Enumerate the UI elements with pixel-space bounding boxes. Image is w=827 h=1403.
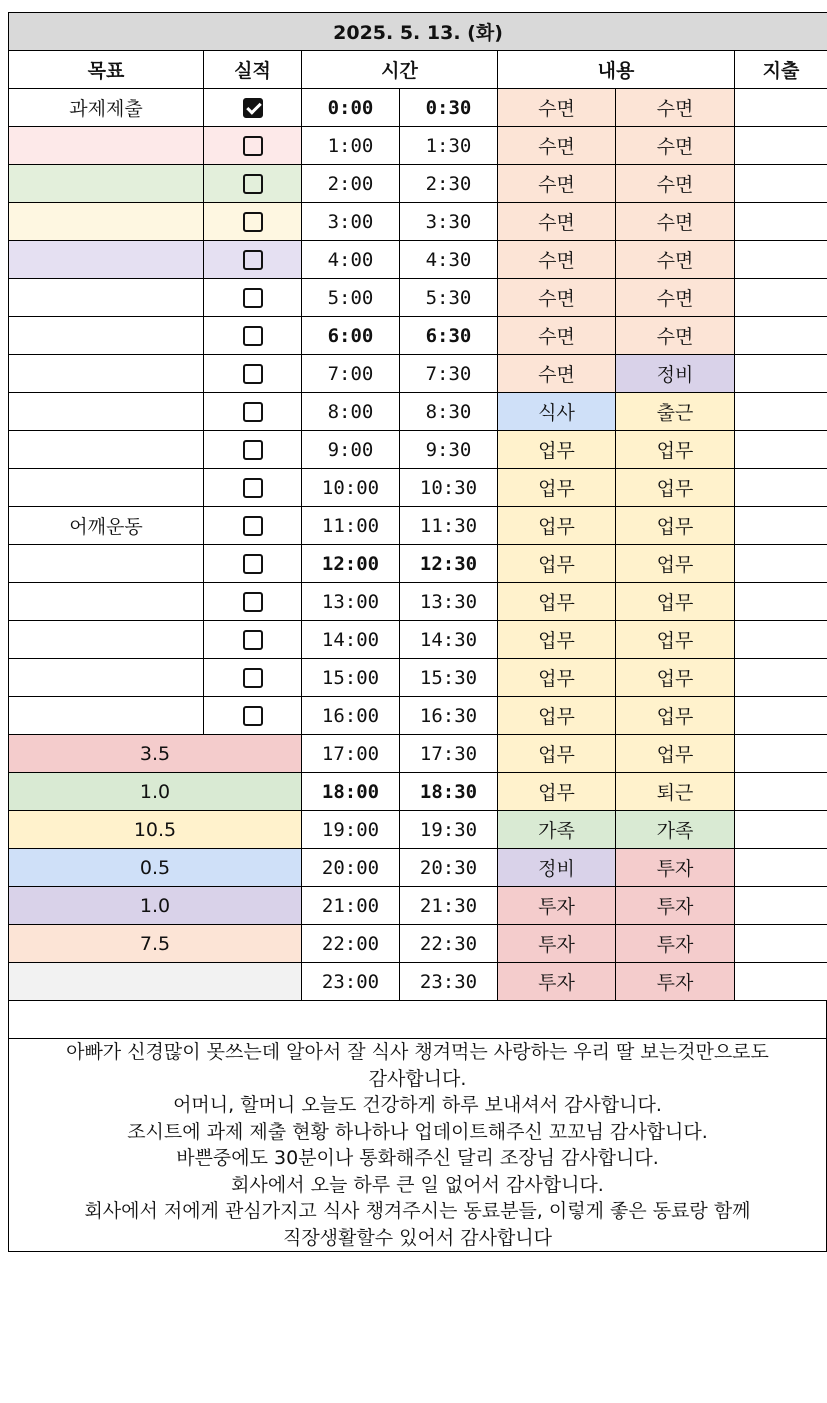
result-header: 실적	[204, 51, 302, 89]
expense-cell[interactable]	[735, 583, 827, 621]
checkbox[interactable]	[243, 326, 263, 346]
time-row	[9, 545, 827, 583]
gratitude-line: 아빠가 신경많이 못쓰는데 알아서 잘 식사 챙겨먹는 사랑하는 우리 딸 보는것만으로도	[66, 1041, 769, 1063]
category-total-cell: 3.5	[9, 735, 302, 773]
goal-cell[interactable]	[9, 279, 204, 317]
expense-cell[interactable]	[735, 469, 827, 507]
expense-cell[interactable]	[735, 963, 827, 1001]
result-cell	[204, 165, 302, 203]
summary-row	[9, 887, 827, 925]
result-cell	[204, 507, 302, 545]
goal-cell[interactable]	[9, 697, 204, 735]
activity-cell[interactable]: 투자	[498, 963, 616, 1001]
activity-cell[interactable]: 업무	[498, 545, 616, 583]
time-cell: 9:30	[400, 431, 498, 469]
result-cell	[204, 431, 302, 469]
time-cell: 7:00	[302, 355, 400, 393]
gratitude-line: 감사합니다.	[368, 1067, 467, 1090]
time-row	[9, 317, 827, 355]
activity-cell[interactable]: 업무	[498, 583, 616, 621]
expense-cell[interactable]	[735, 241, 827, 279]
time-cell: 0:00	[302, 89, 400, 127]
expense-cell[interactable]	[735, 393, 827, 431]
goal-cell[interactable]	[9, 165, 204, 203]
goal-cell[interactable]	[9, 545, 204, 583]
time-cell: 14:30	[400, 621, 498, 659]
activity-cell[interactable]: 수면	[498, 355, 616, 393]
time-cell: 3:30	[400, 203, 498, 241]
expense-cell[interactable]	[735, 659, 827, 697]
goal-cell[interactable]	[9, 317, 204, 355]
time-cell: 6:00	[302, 317, 400, 355]
time-cell: 20:30	[400, 849, 498, 887]
time-cell: 14:00	[302, 621, 400, 659]
activity-cell[interactable]: 수면	[616, 317, 735, 355]
activity-cell[interactable]: 업무	[616, 735, 735, 773]
activity-cell[interactable]: 업무	[616, 469, 735, 507]
category-total-cell: 1.0	[9, 773, 302, 811]
time-row	[9, 165, 827, 203]
time-cell: 23:00	[302, 963, 400, 1001]
time-cell: 4:30	[400, 241, 498, 279]
expense-cell[interactable]	[735, 621, 827, 659]
time-cell: 15:30	[400, 659, 498, 697]
activity-cell[interactable]: 투자	[616, 887, 735, 925]
activity-cell[interactable]: 업무	[616, 621, 735, 659]
category-total-cell: 10.5	[9, 811, 302, 849]
time-cell: 4:00	[302, 241, 400, 279]
expense-cell[interactable]	[735, 735, 827, 773]
expense-cell[interactable]	[735, 317, 827, 355]
activity-cell[interactable]: 업무	[498, 697, 616, 735]
gratitude-notes	[9, 1039, 827, 1252]
time-cell: 13:30	[400, 583, 498, 621]
time-cell: 15:00	[302, 659, 400, 697]
activity-cell[interactable]: 수면	[616, 165, 735, 203]
goal-header: 목표	[9, 51, 204, 89]
activity-cell[interactable]: 정비	[616, 355, 735, 393]
summary-row	[9, 773, 827, 811]
time-cell: 11:30	[400, 507, 498, 545]
category-total-cell: 7.5	[9, 925, 302, 963]
time-cell: 12:00	[302, 545, 400, 583]
expense-cell[interactable]	[735, 89, 827, 127]
daily-planner-sheet	[8, 12, 827, 1252]
result-cell	[204, 355, 302, 393]
result-cell	[204, 697, 302, 735]
expense-cell[interactable]	[735, 165, 827, 203]
time-cell: 16:00	[302, 697, 400, 735]
activity-cell[interactable]: 업무	[616, 583, 735, 621]
expense-cell[interactable]	[735, 545, 827, 583]
result-cell	[204, 469, 302, 507]
expense-cell[interactable]	[735, 203, 827, 241]
time-cell: 20:00	[302, 849, 400, 887]
time-row	[9, 431, 827, 469]
result-cell	[204, 241, 302, 279]
gratitude-line: 조시트에 과제 제출 현황 하나하나 업데이트해주신 꼬꼬님 감사합니다.	[127, 1120, 708, 1143]
goal-cell[interactable]	[9, 583, 204, 621]
time-header: 시간	[302, 51, 498, 89]
expense-cell[interactable]	[735, 355, 827, 393]
activity-cell[interactable]: 업무	[616, 697, 735, 735]
activity-cell[interactable]: 정비	[498, 849, 616, 887]
expense-cell[interactable]	[735, 849, 827, 887]
time-cell: 8:00	[302, 393, 400, 431]
category-total-cell: 0.5	[9, 849, 302, 887]
activity-cell[interactable]: 수면	[498, 89, 616, 127]
activity-cell[interactable]: 수면	[498, 127, 616, 165]
expense-cell[interactable]	[735, 507, 827, 545]
time-cell: 1:30	[400, 127, 498, 165]
activity-cell[interactable]: 수면	[616, 127, 735, 165]
time-cell: 9:00	[302, 431, 400, 469]
activity-cell[interactable]: 업무	[498, 773, 616, 811]
summary-row	[9, 963, 827, 1001]
expense-cell[interactable]	[735, 697, 827, 735]
date-title: 2025. 5. 13. (화)	[9, 13, 827, 51]
checkbox[interactable]	[243, 288, 263, 308]
time-cell: 23:30	[400, 963, 498, 1001]
goal-cell[interactable]	[9, 621, 204, 659]
time-cell: 7:30	[400, 355, 498, 393]
checkbox[interactable]	[243, 630, 263, 650]
checkbox[interactable]	[243, 706, 263, 726]
time-cell: 18:00	[302, 773, 400, 811]
activity-cell[interactable]: 업무	[616, 431, 735, 469]
activity-cell[interactable]: 수면	[498, 203, 616, 241]
category-total-cell: 1.0	[9, 887, 302, 925]
activity-cell[interactable]: 수면	[616, 89, 735, 127]
expense-cell[interactable]	[735, 811, 827, 849]
goal-cell[interactable]	[9, 469, 204, 507]
expense-cell[interactable]	[735, 925, 827, 963]
goal-cell[interactable]	[9, 431, 204, 469]
activity-cell[interactable]: 투자	[616, 849, 735, 887]
time-cell: 1:00	[302, 127, 400, 165]
activity-cell[interactable]: 식사	[498, 393, 616, 431]
activity-cell[interactable]: 가족	[616, 811, 735, 849]
time-cell: 10:00	[302, 469, 400, 507]
goal-cell[interactable]: 과제제출	[9, 89, 204, 127]
activity-cell[interactable]: 업무	[498, 621, 616, 659]
time-cell: 19:00	[302, 811, 400, 849]
time-cell: 5:00	[302, 279, 400, 317]
time-row	[9, 355, 827, 393]
activity-cell[interactable]: 업무	[616, 545, 735, 583]
goal-cell[interactable]	[9, 241, 204, 279]
planner-table	[8, 12, 827, 1001]
result-cell	[204, 89, 302, 127]
time-cell: 21:00	[302, 887, 400, 925]
activity-cell[interactable]: 투자	[616, 925, 735, 963]
result-cell	[204, 583, 302, 621]
result-cell	[204, 317, 302, 355]
checkbox[interactable]	[243, 478, 263, 498]
time-cell: 22:00	[302, 925, 400, 963]
activity-cell[interactable]: 수면	[498, 165, 616, 203]
activity-cell[interactable]: 투자	[616, 963, 735, 1001]
header-row	[9, 51, 827, 89]
checkbox[interactable]	[243, 212, 263, 232]
result-cell	[204, 545, 302, 583]
time-row	[9, 89, 827, 127]
result-cell	[204, 659, 302, 697]
gratitude-line: 회사에서 저에게 관심가지고 식사 챙겨주시는 동료분들, 이렇게 좋은 동료랑 함께	[84, 1200, 751, 1222]
gratitude-line: 바쁜중에도 30분이나 통화해주신 달리 조장님 감사합니다.	[176, 1147, 659, 1169]
content-header: 내용	[498, 51, 735, 89]
time-cell: 3:00	[302, 203, 400, 241]
activity-cell[interactable]: 투자	[498, 887, 616, 925]
activity-cell[interactable]: 업무	[498, 507, 616, 545]
activity-cell[interactable]: 퇴근	[616, 773, 735, 811]
goal-cell[interactable]	[9, 355, 204, 393]
result-cell	[204, 279, 302, 317]
time-row	[9, 507, 827, 545]
time-cell: 0:30	[400, 89, 498, 127]
gratitude-line: 직장생활할수 있어서 감사합니다	[282, 1226, 553, 1249]
checkbox[interactable]	[243, 554, 263, 574]
time-row	[9, 279, 827, 317]
checkbox[interactable]	[243, 440, 263, 460]
time-cell: 2:30	[400, 165, 498, 203]
time-cell: 8:30	[400, 393, 498, 431]
time-cell: 19:30	[400, 811, 498, 849]
checkbox[interactable]	[243, 668, 263, 688]
activity-cell[interactable]: 수면	[616, 279, 735, 317]
result-cell	[204, 393, 302, 431]
gratitude-line: 어머니, 할머니 오늘도 건강하게 하루 보내셔서 감사합니다.	[173, 1094, 662, 1116]
time-row	[9, 621, 827, 659]
time-row	[9, 203, 827, 241]
checkbox[interactable]	[243, 364, 263, 384]
expense-cell[interactable]	[735, 431, 827, 469]
time-cell: 11:00	[302, 507, 400, 545]
goal-cell[interactable]	[9, 203, 204, 241]
expense-cell[interactable]	[735, 773, 827, 811]
time-row	[9, 583, 827, 621]
activity-cell[interactable]: 수면	[616, 203, 735, 241]
time-row	[9, 469, 827, 507]
activity-cell[interactable]: 수면	[498, 279, 616, 317]
expense-cell[interactable]	[735, 887, 827, 925]
activity-cell[interactable]: 투자	[498, 925, 616, 963]
activity-cell[interactable]: 업무	[616, 659, 735, 697]
gratitude-line: 회사에서 오늘 하루 큰 일 없어서 감사합니다.	[231, 1173, 604, 1196]
time-cell: 5:30	[400, 279, 498, 317]
time-cell: 16:30	[400, 697, 498, 735]
time-cell: 13:00	[302, 583, 400, 621]
time-cell: 10:30	[400, 469, 498, 507]
goal-cell[interactable]	[9, 127, 204, 165]
checkbox[interactable]	[243, 174, 263, 194]
checked-checkbox[interactable]	[243, 98, 263, 118]
checkbox[interactable]	[243, 516, 263, 536]
time-row	[9, 241, 827, 279]
goal-cell[interactable]	[9, 659, 204, 697]
expense-header: 지출	[735, 51, 827, 89]
result-cell	[204, 203, 302, 241]
time-row	[9, 127, 827, 165]
activity-cell[interactable]: 업무	[616, 507, 735, 545]
checkbox[interactable]	[243, 592, 263, 612]
activity-cell[interactable]: 업무	[498, 735, 616, 773]
summary-row	[9, 735, 827, 773]
category-total-cell	[9, 963, 302, 1001]
time-cell: 18:30	[400, 773, 498, 811]
activity-cell[interactable]: 수면	[616, 241, 735, 279]
time-cell: 17:30	[400, 735, 498, 773]
time-row	[9, 659, 827, 697]
activity-cell[interactable]: 가족	[498, 811, 616, 849]
checkbox[interactable]	[243, 402, 263, 422]
result-cell	[204, 621, 302, 659]
checkbox[interactable]	[243, 136, 263, 156]
goal-cell[interactable]	[9, 393, 204, 431]
time-cell: 6:30	[400, 317, 498, 355]
checkbox[interactable]	[243, 250, 263, 270]
time-cell: 17:00	[302, 735, 400, 773]
activity-cell[interactable]: 업무	[498, 431, 616, 469]
time-cell: 21:30	[400, 887, 498, 925]
activity-cell[interactable]: 수면	[498, 241, 616, 279]
result-cell	[204, 127, 302, 165]
time-row	[9, 393, 827, 431]
summary-row	[9, 849, 827, 887]
activity-cell[interactable]: 출근	[616, 393, 735, 431]
time-row	[9, 697, 827, 735]
expense-cell[interactable]	[735, 127, 827, 165]
time-cell: 2:00	[302, 165, 400, 203]
activity-cell[interactable]: 업무	[498, 469, 616, 507]
blank-area	[9, 1001, 827, 1039]
expense-cell[interactable]	[735, 279, 827, 317]
summary-row	[9, 811, 827, 849]
goal-cell[interactable]: 어깨운동	[9, 507, 204, 545]
activity-cell[interactable]: 업무	[498, 659, 616, 697]
summary-row	[9, 925, 827, 963]
activity-cell[interactable]: 수면	[498, 317, 616, 355]
title-row	[9, 13, 827, 51]
time-cell: 12:30	[400, 545, 498, 583]
time-cell: 22:30	[400, 925, 498, 963]
notes-table	[8, 1001, 827, 1252]
